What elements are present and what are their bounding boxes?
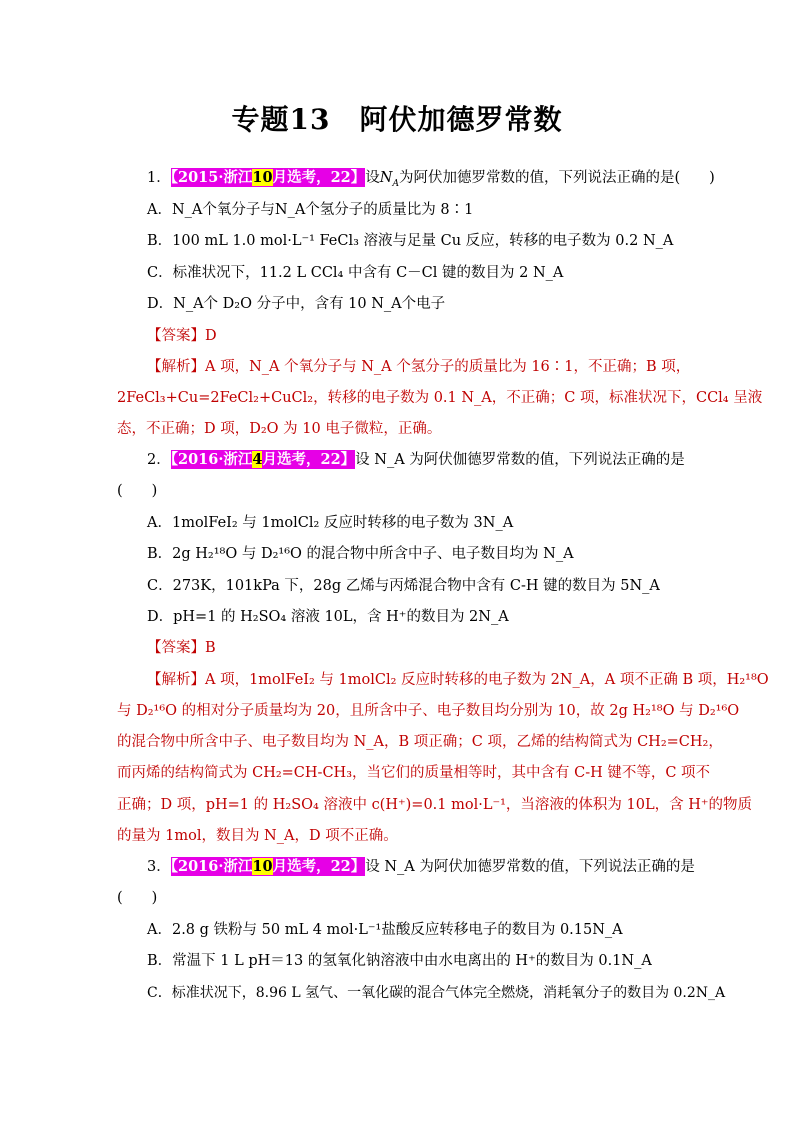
- q2-explanation-line-5: 正确；D 项，pH=1 的 H₂SO₄ 溶液中 c(H⁺)=0.1 mol·L⁻¹，当溶液的体积为 10L，含 H⁺的物质: [117, 797, 753, 813]
- q2-explanation-line-1: 【解析】A 项，1molFeI₂ 与 1molCl₂ 反应时转移的电子数为 2N_A，A 项不正确 B 项，H₂¹⁸O: [147, 672, 769, 688]
- source-tag: 【2016·浙江10月选考，22】: [170, 858, 366, 875]
- source-tag: 【2015·浙江10月选考，22】: [170, 169, 366, 186]
- q1-option-b: B．100 mL 1.0 mol·L⁻¹ FeCl₃ 溶液与足量 Cu 反应，转移的电子数为 0.2 N_A: [147, 233, 674, 249]
- q1-explanation-line-1: 【解析】A 项，N_A 个氧分子与 N_A 个氢分子的质量比为 16∶1，不正确；B 项，: [147, 359, 691, 375]
- question-2-stem: 2．【2016·浙江4月选考，22】设 N_A 为阿伏伽德罗常数的值，下列说法正确的是: [147, 451, 685, 468]
- question-1-stem: 1．【2015·浙江10月选考，22】设$N_A$为阿伏加德罗常数的值，下列说法正确的是( ): [147, 169, 715, 189]
- q2-answer: 【答案】B: [147, 640, 216, 656]
- q1-option-a: A．N_A个氧分子与N_A个氢分子的质量比为 8∶1: [147, 202, 474, 218]
- q1-explanation-line-2: 2FeCl₃+Cu=2FeCl₂+CuCl₂，转移的电子数为 0.1 N_A，不正确；C 项，标准状况下，CCl₄ 呈液: [117, 390, 763, 406]
- q3-stem-bracket: ( ): [117, 890, 158, 906]
- q2-explanation-line-3: 的混合物中所含中子、电子数目均为 N_A，B 项正确；C 项，乙烯的结构简式为 CH₂=CH₂，: [117, 734, 723, 750]
- q1-option-d: D．N_A个 D₂O 分子中，含有 10 N_A个电子: [147, 296, 446, 312]
- page-title: 专题13 阿伏加德罗常数: [231, 103, 563, 136]
- q3-option-a: A．2.8 g 铁粉与 50 mL 4 mol·L⁻¹盐酸反应转移电子的数目为 0.15N_A: [147, 922, 623, 938]
- question-3-stem: 3．【2016·浙江10月选考，22】设 N_A 为阿伏加德罗常数的值，下列说法正确的是: [147, 858, 695, 875]
- q1-explanation-line-3: 态，不正确；D 项，D₂O 为 10 电子微粒，正确。: [117, 421, 442, 437]
- q2-option-a: A．1molFeI₂ 与 1molCl₂ 反应时转移的电子数为 3N_A: [147, 515, 514, 531]
- q2-stem-bracket: ( ): [117, 483, 158, 499]
- q1-answer: 【答案】D: [147, 328, 217, 344]
- q1-option-c: C．标准状况下，11.2 L CCl₄ 中含有 C－Cl 键的数目为 2 N_A: [147, 265, 564, 281]
- q2-option-b: B．2g H₂¹⁸O 与 D₂¹⁶O 的混合物中所含中子、电子数目均为 N_A: [147, 546, 574, 562]
- q2-explanation-line-4: 而丙烯的结构简式为 CH₂=CH-CH₃，当它们的质量相等时，其中含有 C-H 键不等，C 项不: [117, 765, 711, 781]
- q3-option-b: B．常温下 1 L pH＝13 的氢氧化钠溶液中由水电离出的 H⁺的数目为 0.1N_A: [147, 953, 652, 969]
- source-tag: 【2016·浙江4月选考，22】: [170, 451, 356, 468]
- q3-option-c: C．标准状况下，8.96 L 氢气、一氧化碳的混合气体完全燃烧，消耗氧分子的数目为 0.2N_A: [147, 985, 726, 1001]
- q2-explanation-line-6: 的量为 1mol，数目为 N_A，D 项不正确。: [117, 828, 398, 844]
- q2-explanation-line-2: 与 D₂¹⁶O 的相对分子质量均为 20，且所含中子、电子数目均分别为 10，故 2g H₂¹⁸O 与 D₂¹⁶O: [117, 703, 740, 719]
- q2-option-d: D．pH=1 的 H₂SO₄ 溶液 10L，含 H⁺的数目为 2N_A: [147, 609, 509, 625]
- q2-option-c: C．273K，101kPa 下，28g 乙烯与丙烯混合物中含有 C-H 键的数目为 5N_A: [147, 578, 660, 594]
